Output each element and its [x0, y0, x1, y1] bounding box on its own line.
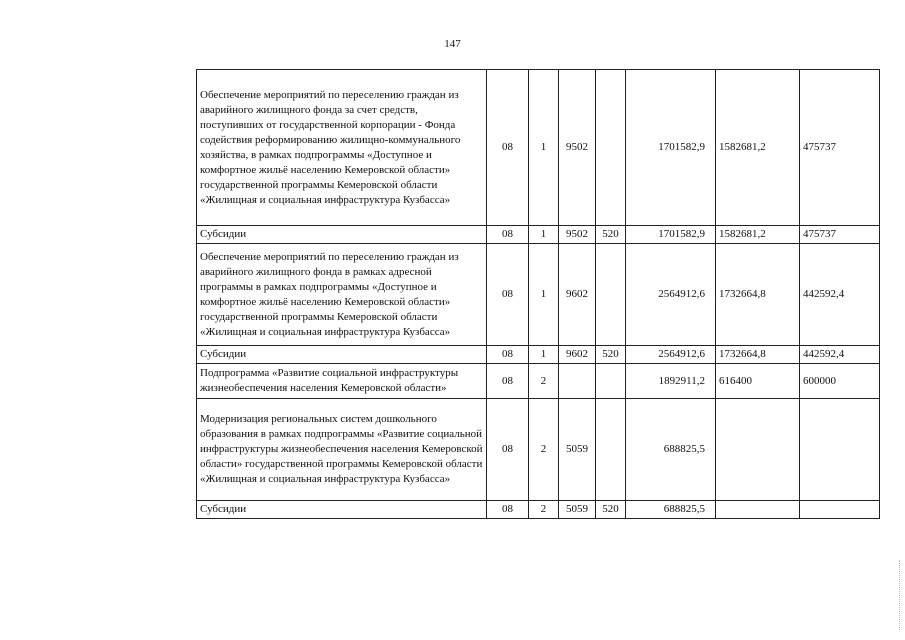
table-row	[197, 226, 880, 244]
section-cell: 08	[487, 346, 529, 364]
amount-year1-cell: 2564912,6	[626, 346, 716, 364]
row-name: Обеспечение мероприятий по переселению граждан из аварийного жилищного фонда за счет средств, поступивших от государственной корпорации - Фонда содействия реформированию жилищно-коммунального хозяйства, в рамках подпрограммы «Доступное и комфортное жильё населению Кемеровской области» государственной программы Кемеровской области «Жилищная и социальная инфраструктура Кузбасса»	[197, 70, 487, 226]
section-cell: 08	[487, 70, 529, 226]
amount-year1-cell: 2564912,6	[626, 244, 716, 346]
subprogram-cell: 1	[529, 226, 559, 244]
budget-table	[196, 69, 880, 519]
amount-year3-cell	[800, 501, 880, 519]
target-code-cell: 9502	[559, 226, 596, 244]
amount-year2-cell: 1582681,2	[716, 226, 800, 244]
amount-year3-cell: 475737	[800, 70, 880, 226]
target-code-cell	[559, 364, 596, 399]
table-row	[197, 346, 880, 364]
expense-type-cell	[596, 70, 626, 226]
table-row	[197, 244, 880, 346]
amount-year2-cell: 616400	[716, 364, 800, 399]
amount-year3-cell: 475737	[800, 226, 880, 244]
target-code-cell: 9602	[559, 346, 596, 364]
amount-year3-cell: 600000	[800, 364, 880, 399]
table-row	[197, 501, 880, 519]
expense-type-cell	[596, 399, 626, 501]
amount-year3-cell	[800, 399, 880, 501]
subprogram-cell: 1	[529, 70, 559, 226]
amount-year1-cell: 688825,5	[626, 501, 716, 519]
subprogram-cell: 2	[529, 501, 559, 519]
target-code-cell: 9602	[559, 244, 596, 346]
table-row	[197, 364, 880, 399]
amount-year3-cell: 442592,4	[800, 244, 880, 346]
section-cell: 08	[487, 364, 529, 399]
scan-edge-mark	[899, 560, 902, 630]
table-row	[197, 70, 880, 226]
amount-year1-cell: 1701582,9	[626, 70, 716, 226]
amount-year2-cell	[716, 501, 800, 519]
row-name: Субсидии	[197, 501, 487, 519]
expense-type-cell: 520	[596, 226, 626, 244]
expense-type-cell: 520	[596, 501, 626, 519]
section-cell: 08	[487, 226, 529, 244]
row-name: Модернизация региональных систем дошкольного образования в рамках подпрограммы «Развитие социальной инфраструктуры жизнеобеспечения населения Кемеровской области» государственной программы Кемеровской области «Жилищная и социальная инфраструктура Кузбасса»	[197, 399, 487, 501]
amount-year2-cell	[716, 399, 800, 501]
target-code-cell: 5059	[559, 399, 596, 501]
expense-type-cell	[596, 364, 626, 399]
subprogram-cell: 2	[529, 364, 559, 399]
expense-type-cell	[596, 244, 626, 346]
amount-year2-cell: 1732664,8	[716, 244, 800, 346]
amount-year1-cell: 1892911,2	[626, 364, 716, 399]
table-row	[197, 399, 880, 501]
target-code-cell: 5059	[559, 501, 596, 519]
row-name: Подпрограмма «Развитие социальной инфраструктуры жизнеобеспечения населения Кемеровской области»	[197, 364, 487, 399]
row-name: Субсидии	[197, 346, 487, 364]
amount-year1-cell: 688825,5	[626, 399, 716, 501]
subprogram-cell: 1	[529, 244, 559, 346]
amount-year1-cell: 1701582,9	[626, 226, 716, 244]
section-cell: 08	[487, 244, 529, 346]
section-cell: 08	[487, 399, 529, 501]
amount-year2-cell: 1582681,2	[716, 70, 800, 226]
page-number: 147	[444, 38, 461, 50]
amount-year2-cell: 1732664,8	[716, 346, 800, 364]
expense-type-cell: 520	[596, 346, 626, 364]
subprogram-cell: 1	[529, 346, 559, 364]
target-code-cell: 9502	[559, 70, 596, 226]
section-cell: 08	[487, 501, 529, 519]
subprogram-cell: 2	[529, 399, 559, 501]
row-name: Субсидии	[197, 226, 487, 244]
row-name: Обеспечение мероприятий по переселению граждан из аварийного жилищного фонда в рамках адресной программы в рамках подпрограммы «Доступное и комфортное жильё населению Кемеровской области» государственной программы Кемеровской области «Жилищная и социальная инфраструктура Кузбасса»	[197, 244, 487, 346]
amount-year3-cell: 442592,4	[800, 346, 880, 364]
